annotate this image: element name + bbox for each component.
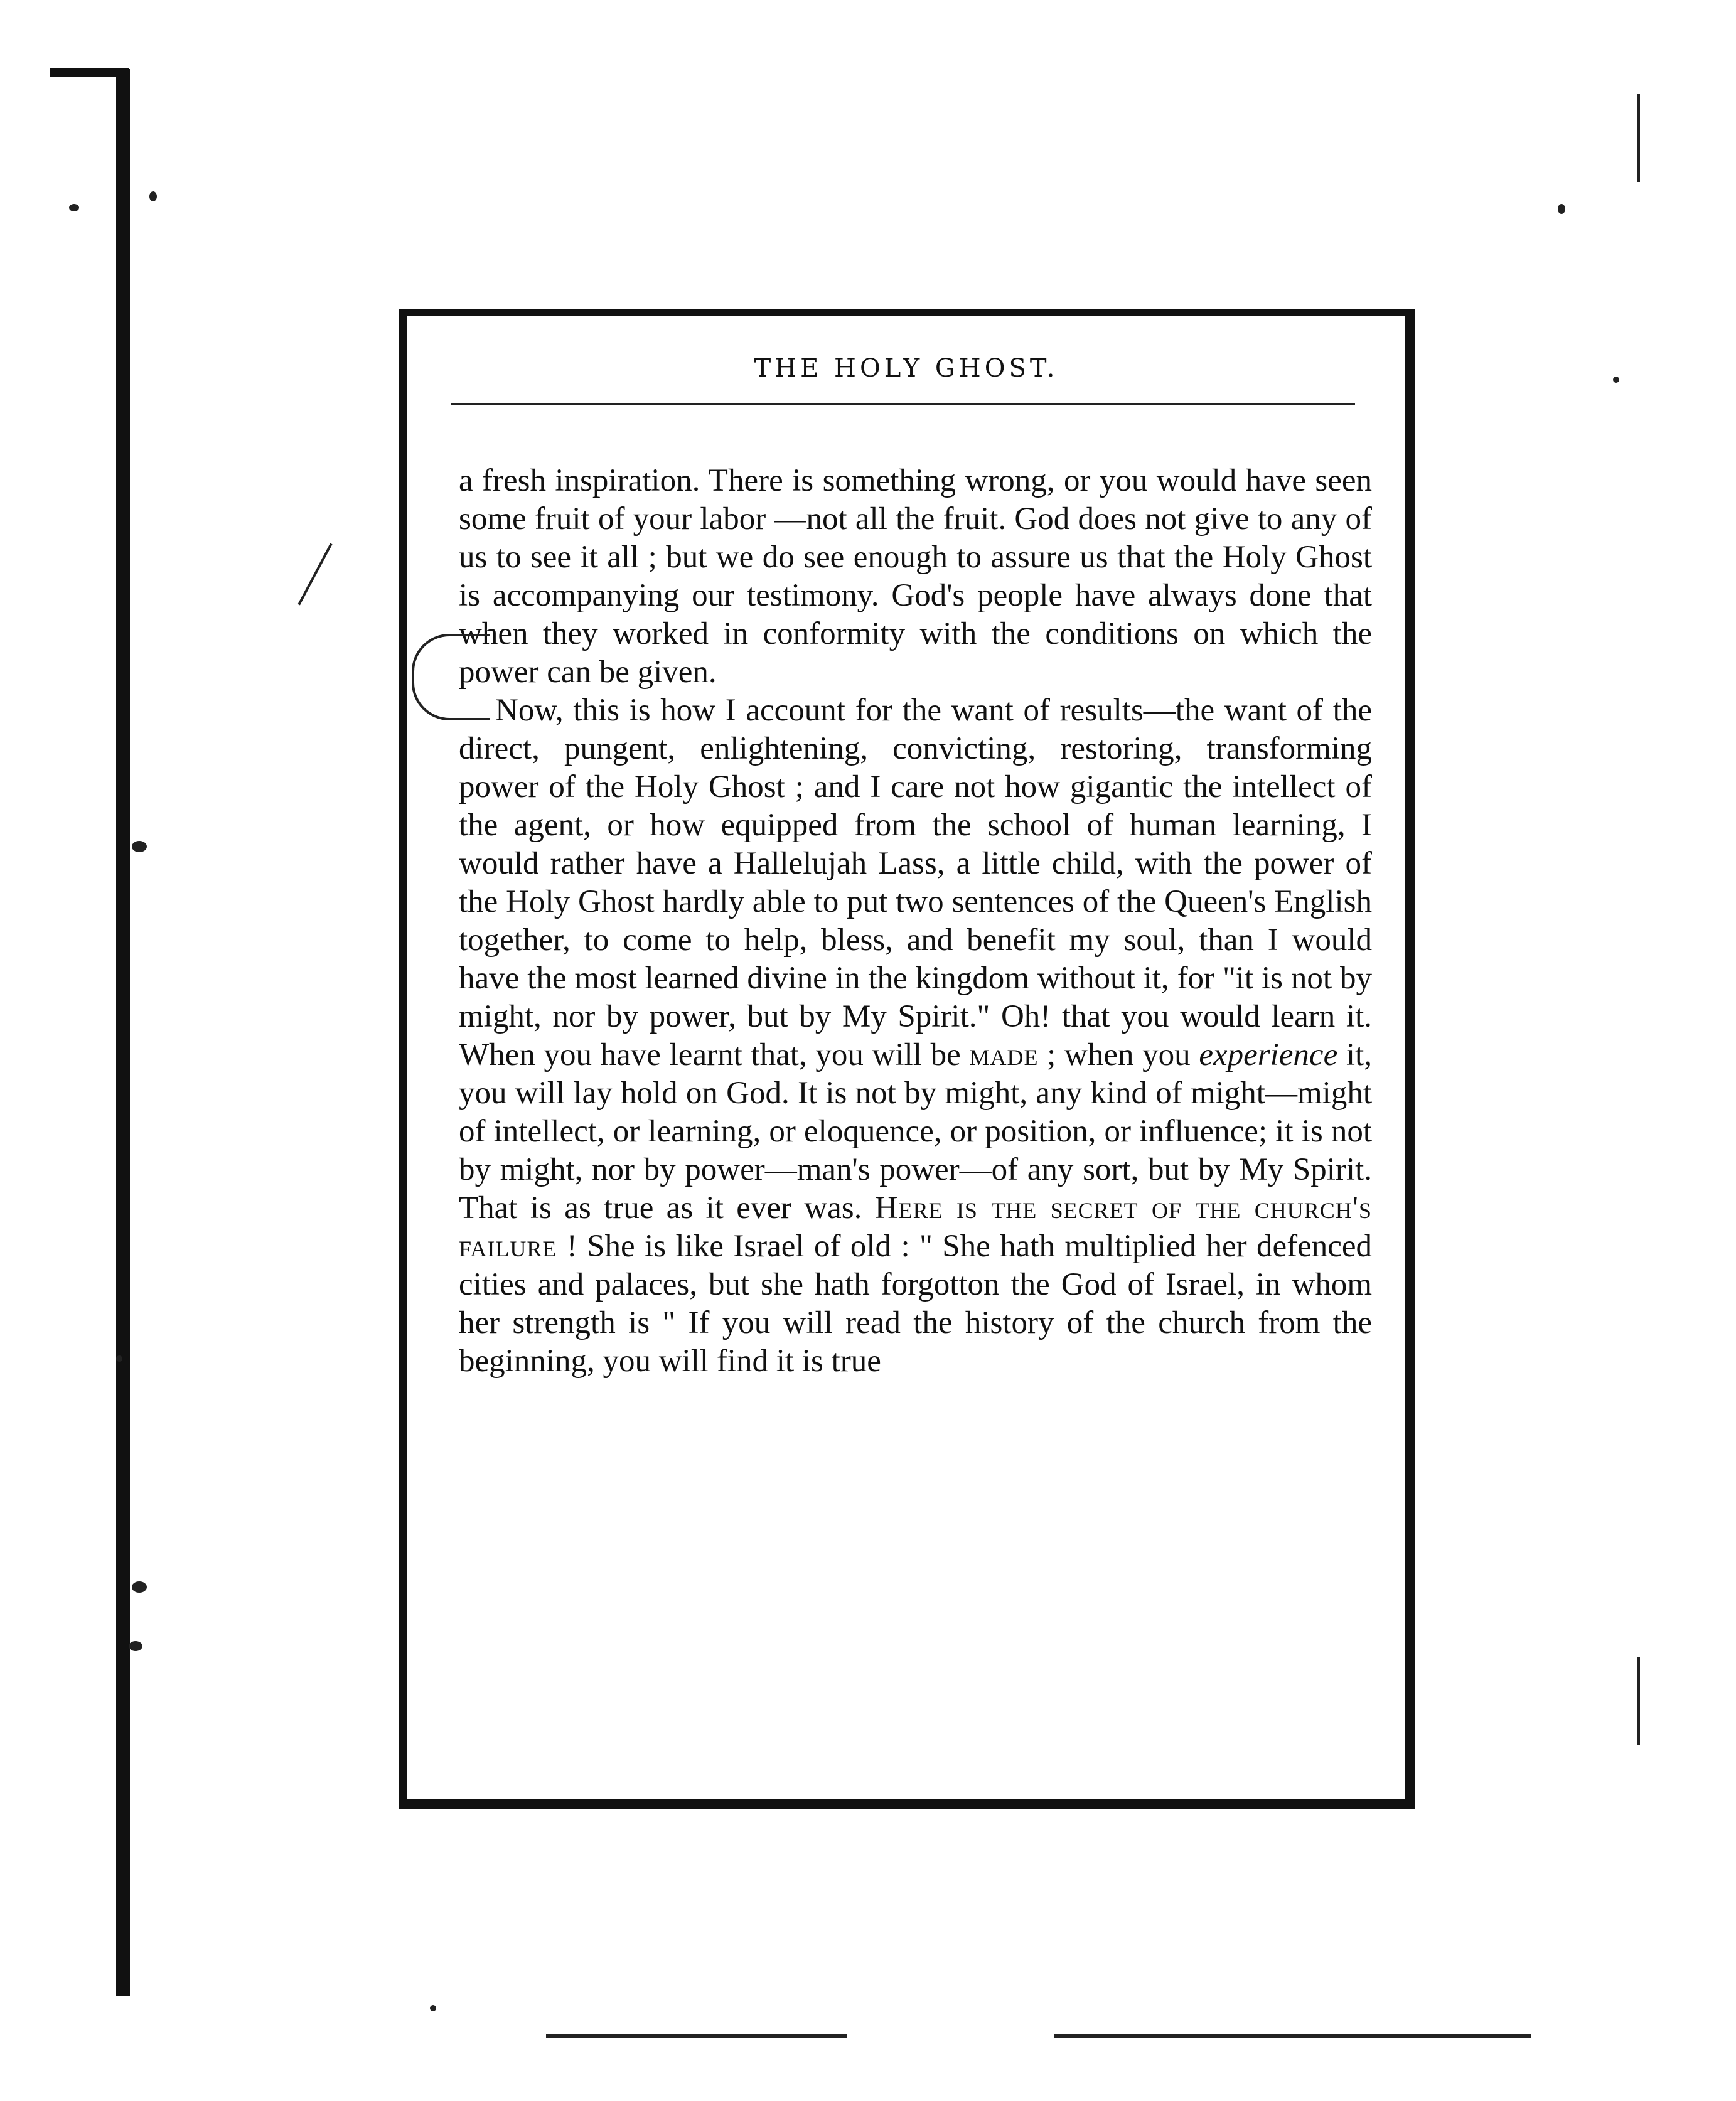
text-segment: Now, this is how I account for the want of results—the want of the direct, pungent, enlightening, convicting, restoring, transforming power of the Holy Ghost ; and I care not how gigantic the intellect of the agent, or how equipped from the school of human learning, I would rather have a Hallelujah Lass, a little child, with the power of the Holy Ghost hardly able to put two sentences of the Queen's English together, to come to help, bless, and benefit my soul, than I would have the most learned divine in the kingdom without it, for "it is not by might, nor by power, but by My Spirit." Oh! that you would learn it. When you have learnt that, you will be xyxy=(459,693,1372,1072)
scan-artifact-bottom-rule xyxy=(546,2034,847,2038)
scan-speck xyxy=(132,1581,147,1593)
running-head: THE HOLY GHOST. xyxy=(754,354,1059,383)
scan-speck xyxy=(129,1641,142,1651)
scan-speck xyxy=(132,841,147,852)
scan-artifact-left-bar xyxy=(116,69,130,1996)
text-segment: experience xyxy=(1199,1037,1338,1072)
scan-artifact-bottom-rule xyxy=(1054,2034,1531,2038)
paragraph xyxy=(459,462,1372,692)
text-segment: ! She is like Israel of old : " She hath multiplied her defenced cities and palaces, but she hath forgotton the God of Israel, in whom her strength is " If you will read the history of the church from the beginning, you will find it is true xyxy=(459,1229,1372,1379)
scan-artifact-right-edge xyxy=(1637,94,1640,182)
scan-speck xyxy=(1558,204,1565,214)
scan-speck xyxy=(116,1355,122,1362)
handwritten-bracket-mark xyxy=(412,634,490,720)
scan-speck xyxy=(149,191,157,201)
scan-speck xyxy=(69,204,79,211)
text-segment: made xyxy=(969,1037,1039,1072)
text-segment: a fresh inspiration. There is something wrong, or you would have seen some fruit of your labor —not all the fruit. God does not give to any of us to see it all ; but we do see enough to assure us that the Holy Ghost is accompanying our testimony. God's people have always done that when they worked in conformity with the conditions on which the power can be given. xyxy=(459,463,1372,690)
text-segment: it, you will lay hold on God. It is not by might, any kind of might—might of intellect, or learning, or eloquence, or position, or influence; it is not by might, nor by power—man's power—of any sort, but by My Spirit. That is as true as it ever was. xyxy=(459,1037,1373,1226)
head-rule xyxy=(451,403,1355,405)
page-frame xyxy=(399,309,1415,1809)
paragraph xyxy=(459,692,1372,1381)
body-text xyxy=(459,462,1372,1381)
scan-artifact-right-edge xyxy=(1637,1657,1640,1745)
pencil-slash-mark xyxy=(297,543,332,605)
scan-speck xyxy=(1613,377,1619,383)
scan-speck xyxy=(430,2005,436,2011)
text-segment: Here is the secret of the church's failure xyxy=(459,1190,1372,1264)
text-segment: ; when you xyxy=(1038,1037,1199,1072)
